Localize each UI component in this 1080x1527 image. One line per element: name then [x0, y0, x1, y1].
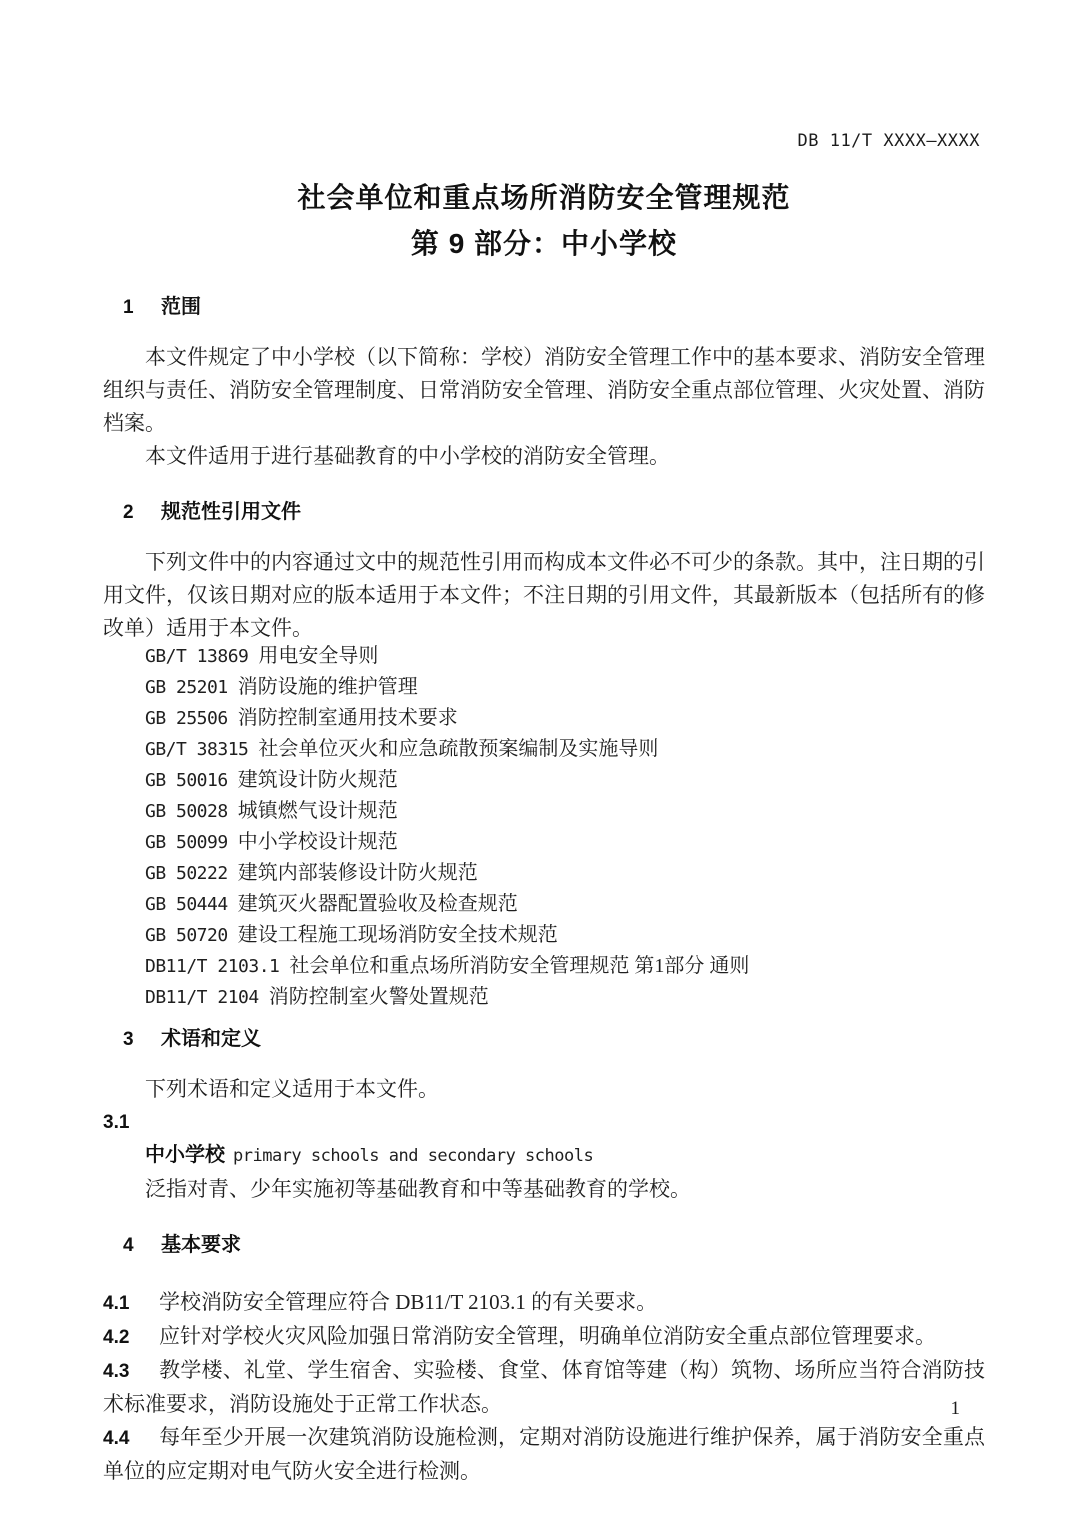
page-number: 1 — [950, 1398, 960, 1419]
reference-item — [103, 734, 985, 765]
section-1-paragraph-2: 本文件适用于进行基础教育的中小学校的消防安全管理。 — [145, 444, 670, 468]
clause-item — [103, 1286, 985, 1320]
standard-doc-code: DB 11/T XXXX—XXXX — [797, 131, 980, 151]
reference-code: GB/T 38315 — [145, 739, 249, 760]
section-4-number: 4 — [123, 1235, 134, 1256]
reference-title: 建筑设计防火规范 — [237, 769, 398, 791]
reference-title: 建设工程施工现场消防安全技术规范 — [237, 924, 558, 946]
clause-text: 学校消防安全管理应符合 DB11/T 2103.1 的有关要求。 — [159, 1290, 658, 1314]
reference-item — [103, 703, 985, 734]
section-1-title: 范围 — [161, 296, 201, 318]
clause-number: 4.1 — [103, 1293, 130, 1314]
reference-code: DB11/T 2104 — [145, 987, 259, 1008]
reference-title: 中小学校设计规范 — [237, 831, 398, 853]
term-definition: 泛指对青、少年实施初等基础教育和中等基础教育的学校。 — [145, 1177, 691, 1201]
reference-item — [103, 765, 985, 796]
reference-code: GB 25201 — [145, 677, 228, 698]
reference-code: GB 50028 — [145, 801, 228, 822]
term-entry — [103, 1139, 985, 1173]
section-1-number: 1 — [123, 297, 134, 318]
section-2-paragraph-1: 下列文件中的内容通过文中的规范性引用而构成本文件必不可少的条款。其中，注日期的引用文件，仅该日期对应的版本适用于本文件；不注日期的引用文件，其最新版本（包括所有的修改单）适用于本文件。 — [103, 550, 985, 640]
section-4-clauses — [103, 1286, 985, 1488]
section-3-number: 3 — [123, 1029, 134, 1050]
reference-code: GB 50720 — [145, 925, 228, 946]
section-3-paragraph-1: 下列术语和定义适用于本文件。 — [145, 1077, 439, 1101]
section-1-heading — [103, 293, 985, 322]
document-title — [103, 175, 985, 267]
reference-item — [103, 672, 985, 703]
section-1-paragraph-1: 本文件规定了中小学校（以下简称：学校）消防安全管理工作中的基本要求、消防安全管理组织与责任、消防安全管理制度、日常消防安全管理、消防安全重点部位管理、火灾处置、消防档案。 — [103, 345, 985, 435]
reference-item — [103, 982, 985, 1013]
reference-item — [103, 920, 985, 951]
reference-code: GB 50222 — [145, 863, 228, 884]
section-2-title: 规范性引用文件 — [161, 501, 301, 523]
term-chinese: 中小学校 — [145, 1144, 225, 1166]
section-2-number: 2 — [123, 502, 134, 523]
section-4-heading — [103, 1231, 985, 1260]
reference-title: 消防控制室火警处置规范 — [268, 986, 489, 1008]
clause-text: 应针对学校火灾风险加强日常消防安全管理，明确单位消防安全重点部位管理要求。 — [159, 1324, 936, 1348]
reference-code: DB11/T 2103.1 — [145, 956, 280, 977]
reference-item — [103, 827, 985, 858]
reference-code: GB 50099 — [145, 832, 228, 853]
document-title-line-2: 第 9 部分：中小学校 — [410, 228, 678, 259]
reference-item — [103, 858, 985, 889]
reference-item — [103, 641, 985, 672]
clause-number: 4.3 — [103, 1361, 130, 1382]
section-3-title: 术语和定义 — [161, 1028, 261, 1050]
clause-number: 4.2 — [103, 1327, 130, 1348]
reference-title: 消防控制室通用技术要求 — [237, 707, 458, 729]
reference-item — [103, 796, 985, 827]
reference-title: 消防设施的维护管理 — [237, 676, 418, 698]
clause-text: 教学楼、礼堂、学生宿舍、实验楼、食堂、体育馆等建（构）筑物、场所应当符合消防技术标准要求，消防设施处于正常工作状态。 — [103, 1358, 985, 1416]
reference-code: GB 50444 — [145, 894, 228, 915]
section-3-heading — [103, 1025, 985, 1054]
clause-item — [103, 1354, 985, 1421]
reference-item — [103, 889, 985, 920]
section-2-heading — [103, 498, 985, 527]
reference-code: GB 50016 — [145, 770, 228, 791]
reference-title: 城镇燃气设计规范 — [237, 800, 398, 822]
reference-code: GB/T 13869 — [145, 646, 249, 667]
reference-title: 建筑灭火器配置验收及检查规范 — [237, 893, 518, 915]
reference-title: 用电安全导则 — [258, 645, 379, 667]
clause-item — [103, 1421, 985, 1488]
reference-code: GB 25506 — [145, 708, 228, 729]
document-title-line-1: 社会单位和重点场所消防安全管理规范 — [297, 182, 791, 213]
normative-reference-list — [103, 641, 985, 1013]
clause-text: 每年至少开展一次建筑消防设施检测，定期对消防设施进行维护保养，属于消防安全重点单位的应定期对电气防火安全进行检测。 — [103, 1425, 985, 1483]
reference-title: 建筑内部装修设计防火规范 — [237, 862, 478, 884]
clause-number: 4.4 — [103, 1428, 130, 1449]
section-4-title: 基本要求 — [161, 1234, 241, 1256]
reference-title: 社会单位灭火和应急疏散预案编制及实施导则 — [258, 738, 659, 760]
clause-item — [103, 1320, 985, 1354]
term-english: primary schools and secondary schools — [233, 1146, 594, 1166]
reference-item — [103, 951, 985, 982]
reference-title: 社会单位和重点场所消防安全管理规范 第1部分 通则 — [289, 955, 750, 977]
term-clause-number: 3.1 — [103, 1112, 130, 1133]
